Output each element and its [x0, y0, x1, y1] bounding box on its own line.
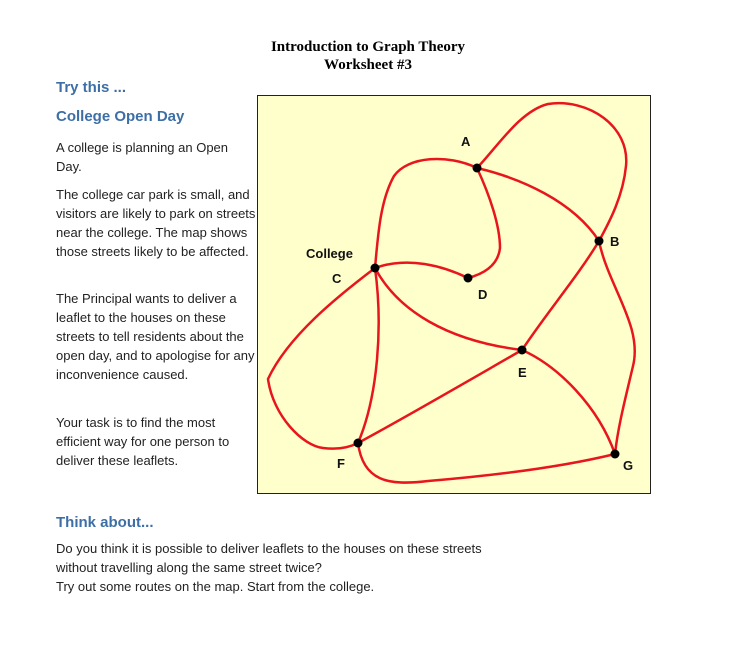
node-G [611, 450, 620, 459]
street-A-B-outer [477, 103, 626, 241]
node-B [595, 237, 604, 246]
intro-paragraph-2: The college car park is small, and visitors are likely to park on streets near the college. The map shows those streets likely to be affected. [56, 187, 256, 259]
node-A [473, 164, 482, 173]
street-C-D [375, 263, 468, 278]
node-label-G: G [623, 458, 634, 473]
street-E-G [522, 350, 615, 454]
intro-paragraph-3: The Principal wants to deliver a leaflet to the houses on these streets to tell residents about the open day, and to apologise for any inconvenience caused. [56, 291, 255, 382]
street-A-C [375, 159, 477, 268]
street-C-F-loop [268, 268, 375, 449]
node-C [371, 264, 380, 273]
node-label-D: D [478, 287, 488, 302]
think-about-heading: Think about... [56, 514, 154, 531]
node-E [518, 346, 527, 355]
college-open-day-heading: College Open Day [56, 108, 185, 125]
street-F-G [358, 443, 615, 483]
intro-paragraph-1: A college is planning an Open Day. [56, 140, 229, 174]
street-B-G [599, 241, 635, 454]
street-graph [258, 96, 650, 493]
street-map [257, 95, 651, 494]
street-A-B-inner [477, 168, 599, 241]
try-this-heading: Try this ... [56, 79, 127, 96]
intro-paragraph-4: Your task is to find the most efficient way for one person to deliver these leaflets. [56, 415, 230, 468]
worksheet-number: Worksheet #3 [324, 57, 412, 73]
node-label-A: A [461, 134, 471, 149]
street-A-D [468, 168, 500, 278]
street-E-B [522, 241, 599, 350]
node-label-C: C [332, 271, 342, 286]
node-label-F: F [337, 456, 345, 471]
college-label: College [306, 246, 353, 261]
node-label-E: E [518, 365, 527, 380]
think-about-text: Do you think it is possible to deliver leaflets to the houses on these streets without travelling along the same street twice? Try out some routes on the map. Start from the college. [56, 541, 482, 594]
street-E-F [358, 350, 522, 443]
street-C-E [375, 268, 522, 350]
street-C-F-direct [358, 268, 379, 443]
worksheet-title: Introduction to Graph Theory [270, 39, 466, 55]
node-F [354, 439, 363, 448]
node-D [464, 274, 473, 283]
node-label-B: B [610, 234, 620, 249]
